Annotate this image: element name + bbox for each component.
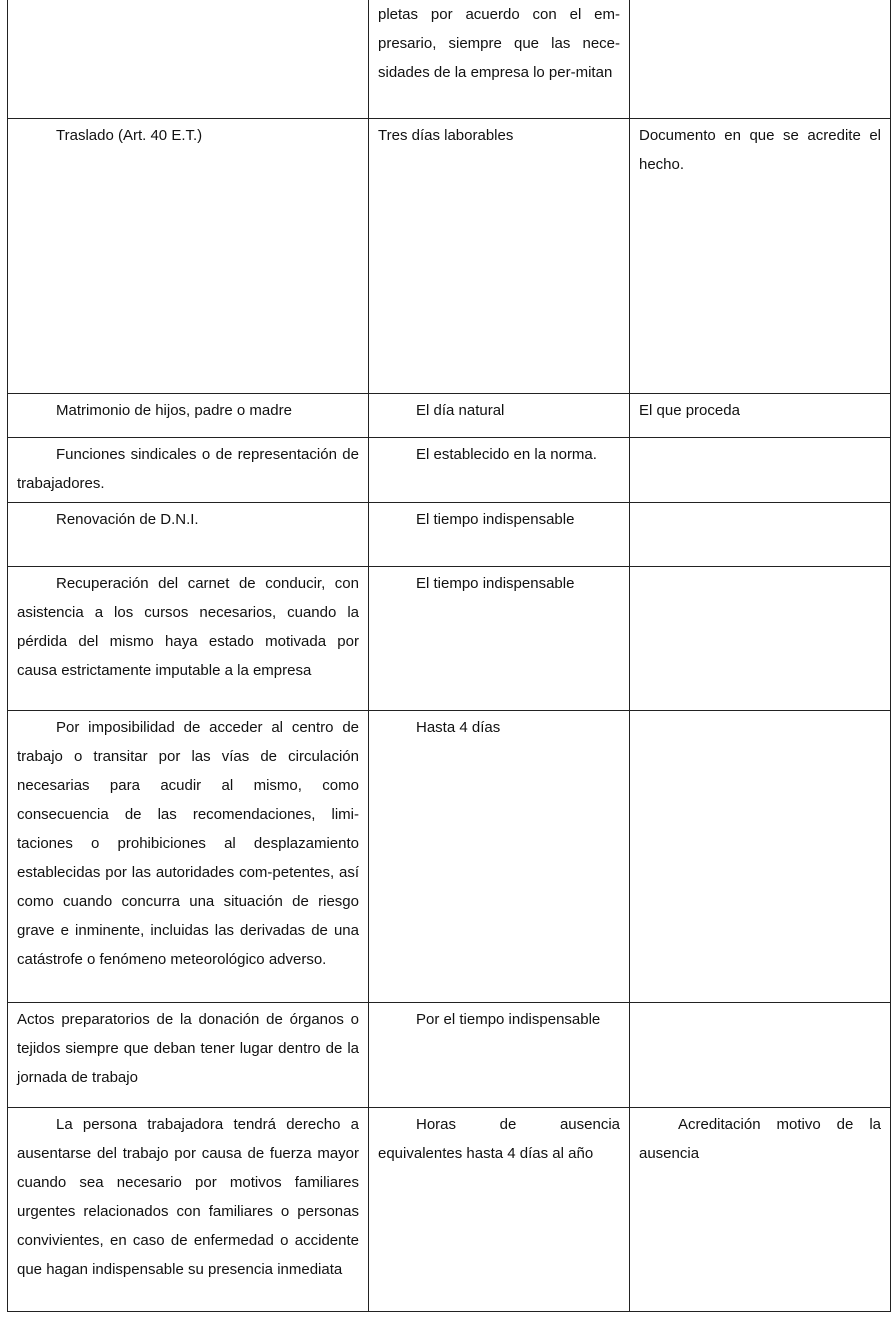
duration-cell: El tiempo indispensable	[369, 502, 630, 566]
table-row	[8, 502, 891, 566]
motive-cell: Traslado (Art. 40 E.T.)	[8, 118, 369, 393]
table-row	[8, 566, 891, 710]
justification-cell: Documento en que se acredite el hecho.	[630, 118, 891, 393]
justification-cell	[630, 566, 891, 710]
motive-cell: Matrimonio de hijos, padre o madre	[8, 393, 369, 437]
duration-cell: pletas por acuerdo con el em-presario, siempre que las nece-sidades de la empresa lo per-mitan	[369, 0, 630, 118]
motive-cell: Renovación de D.N.I.	[8, 502, 369, 566]
justification-cell	[630, 437, 891, 502]
motive-cell: Recuperación del carnet de conducir, con asistencia a los cursos necesarios, cuando la pérdida del mismo haya estado motivada por causa estrictamente imputable a la empresa	[8, 566, 369, 710]
table-row	[8, 710, 891, 1002]
justification-cell	[630, 1002, 891, 1107]
motive-cell: Funciones sindicales o de representación de trabajadores.	[8, 437, 369, 502]
table-row	[8, 1002, 891, 1107]
duration-cell: El día natural	[369, 393, 630, 437]
duration-cell: Hasta 4 días	[369, 710, 630, 1002]
duration-cell: Por el tiempo indispensable	[369, 1002, 630, 1107]
motive-cell: La persona trabajadora tendrá derecho a ausentarse del trabajo por causa de fuerza mayor cuando sea necesario por motivos familiares urgentes relacionados con familiares o personas convivientes, en caso de enfermedad o accidente que hagan indispensable su presencia inmediata	[8, 1107, 369, 1311]
table-row	[8, 437, 891, 502]
duration-cell: Tres días laborables	[369, 118, 630, 393]
justification-cell	[630, 710, 891, 1002]
duration-cell: El tiempo indispensable	[369, 566, 630, 710]
table-row	[8, 1107, 891, 1311]
justification-cell: El que proceda	[630, 393, 891, 437]
duration-cell: El establecido en la norma.	[369, 437, 630, 502]
duration-cell: Horas de ausencia equivalentes hasta 4 días al año	[369, 1107, 630, 1311]
table-row	[8, 0, 891, 118]
table-row	[8, 118, 891, 393]
justification-cell	[630, 502, 891, 566]
justification-cell	[630, 0, 891, 118]
motive-cell: Actos preparatorios de la donación de órganos o tejidos siempre que deban tener lugar dentro de la jornada de trabajo	[8, 1002, 369, 1107]
permisos-table	[7, 0, 891, 1312]
motive-cell: Por imposibilidad de acceder al centro de trabajo o transitar por las vías de circulación necesarias para acudir al mismo, como consecuencia de las recomendaciones, limi-taciones o prohibiciones al desplazamiento establecidas por las autoridades com-petentes, así como cuando concurra una situación de riesgo grave e inminente, incluidas las derivadas de una catástrofe o fenómeno meteorológico adverso.	[8, 710, 369, 1002]
table-row	[8, 393, 891, 437]
motive-cell	[8, 0, 369, 118]
justification-cell: Acreditación motivo de la ausencia	[630, 1107, 891, 1311]
